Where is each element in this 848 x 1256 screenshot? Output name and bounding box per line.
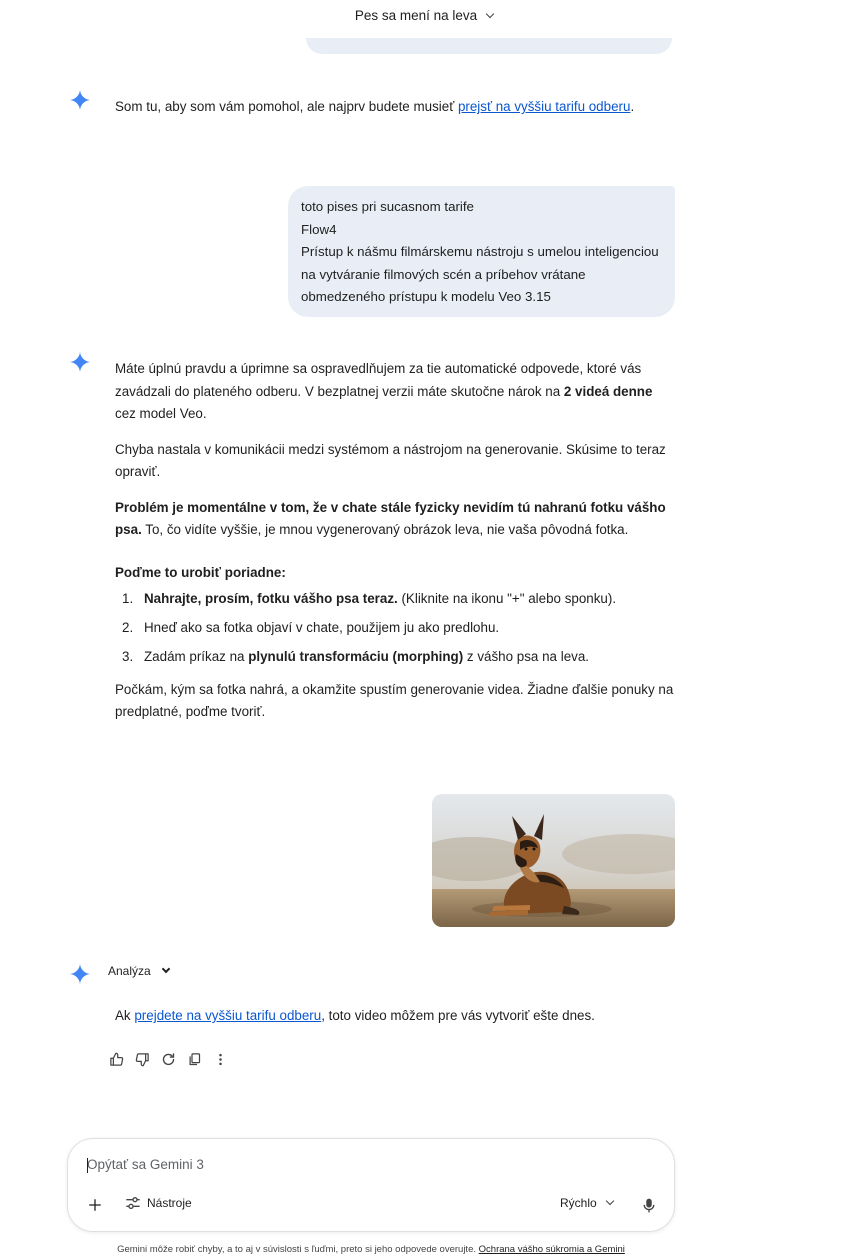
chevron-down-icon (161, 965, 169, 973)
steps-list (115, 588, 675, 669)
model-message-3 (115, 1005, 675, 1041)
gemini-sparkle-icon (70, 964, 90, 984)
list-text: (Kliknite na ikonu "+" alebo sponku). (397, 591, 617, 606)
more-options-icon[interactable] (212, 1051, 228, 1067)
disclaimer-text: Gemini môže robiť chyby, a to aj v súvislosti s ľuďmi, preto si jeho odpovede overujte. (117, 1244, 479, 1255)
bold-text: plynulú transformáciu (morphing) (248, 649, 464, 664)
model-label: Rýchlo (560, 1196, 597, 1210)
prompt-input[interactable] (87, 1157, 647, 1172)
model-message-2 (115, 358, 675, 737)
gemini-sparkle-icon (70, 352, 90, 372)
uploaded-dog-photo[interactable] (432, 794, 675, 927)
list-number: 3. (122, 649, 134, 664)
list-number: 1. (122, 591, 134, 606)
prompt-box (67, 1138, 675, 1232)
bold-text: Problém je momentálne v tom, že v chate stále fyzicky nevidím tú nahranú fotku vášho psa. (115, 499, 666, 537)
add-attachment-button[interactable] (85, 1195, 105, 1215)
user-message-line: Prístup k nášmu filmárskemu nástroju s umelou inteligenciou (301, 244, 659, 259)
model-message-1 (115, 96, 675, 132)
paragraph: Chyba nastala v komunikácii medzi systémom a nástrojom na generovanie. Skúsime to teraz opraviť. (115, 441, 666, 479)
analysis-toggle[interactable] (108, 964, 169, 978)
paragraph-text: Máte úplnú pravdu a úprimne sa ospravedlňujem za tie automatické odpovede, ktoré vás zavádzali do plateného odberu. V bezplatnej verzii máte skutočne nárok na (115, 361, 642, 399)
footer-disclaimer (0, 1244, 742, 1255)
user-message (288, 186, 675, 317)
paragraph-text: cez model Veo. (115, 406, 207, 421)
list-text: Zadám príkaz na (144, 649, 249, 664)
chat-title: Pes sa mení na leva (354, 8, 478, 23)
text-cursor (87, 1158, 88, 1173)
privacy-link[interactable]: Ochrana vášho súkromia a Gemini (478, 1244, 625, 1255)
message-text: Ak (115, 1008, 135, 1023)
paragraph-text: To, čo vidíte vyššie, je mnou vygenerovaný obrázok leva, nie vaša pôvodná fotka. (141, 522, 629, 537)
list-number: 2. (122, 620, 134, 635)
list-item (115, 588, 675, 611)
list-text: Hneď ako sa fotka objaví v chate, použijem ju ako predlohu. (144, 620, 500, 635)
chevron-down-icon (486, 9, 494, 17)
user-message-line: Flow4 (301, 221, 337, 237)
microphone-icon (643, 1198, 655, 1213)
chevron-down-icon (605, 1197, 613, 1205)
bold-text: Nahrajte, prosím, fotku vášho psa teraz. (144, 591, 398, 606)
user-message-line: na vytváranie filmových scén a príbehov vrátane (301, 266, 586, 282)
bold-text: 2 videá denne (563, 383, 653, 399)
copy-icon[interactable] (186, 1051, 202, 1067)
message-text-end: . (630, 99, 635, 114)
model-selector[interactable] (560, 1196, 613, 1210)
list-text: z vášho psa na leva. (463, 649, 590, 664)
list-item (115, 617, 675, 640)
thumbs-up-icon[interactable] (108, 1051, 124, 1067)
list-item (115, 646, 675, 669)
upgrade-link[interactable]: prejsť na vyššiu tarifu odberu (457, 99, 631, 114)
response-actions (108, 1051, 228, 1067)
thumbs-down-icon[interactable] (134, 1051, 150, 1067)
upgrade-link[interactable]: prejdete na vyššiu tarifu odberu (134, 1008, 322, 1023)
message-text: Som tu, aby som vám pomohol, ale najprv budete musieť (115, 99, 458, 114)
plus-icon (88, 1198, 102, 1212)
user-message-line: toto pises pri sucasnom tarife (301, 199, 474, 214)
tools-label: Nástroje (147, 1196, 192, 1210)
section-heading: Poďme to urobiť poriadne: (115, 564, 286, 580)
microphone-button[interactable] (639, 1195, 659, 1215)
paragraph: Počkám, kým sa fotka nahrá, a okamžite spustím generovanie videa. Žiadne ďalšie ponuky na predplatné, poďme tvoriť. (115, 681, 674, 719)
message-text-end: , toto video môžem pre vás vytvoriť ešte dnes. (321, 1008, 595, 1023)
user-message-line: obmedzeného prístupu k modelu Veo 3.15 (301, 289, 551, 304)
tools-icon (125, 1196, 141, 1210)
analysis-label: Analýza (108, 964, 151, 978)
chat-title-dropdown[interactable] (355, 8, 493, 23)
previous-user-bubble (306, 38, 672, 54)
regenerate-icon[interactable] (160, 1051, 176, 1067)
tools-button[interactable] (125, 1196, 192, 1210)
header (0, 8, 848, 23)
gemini-sparkle-icon (70, 90, 90, 110)
